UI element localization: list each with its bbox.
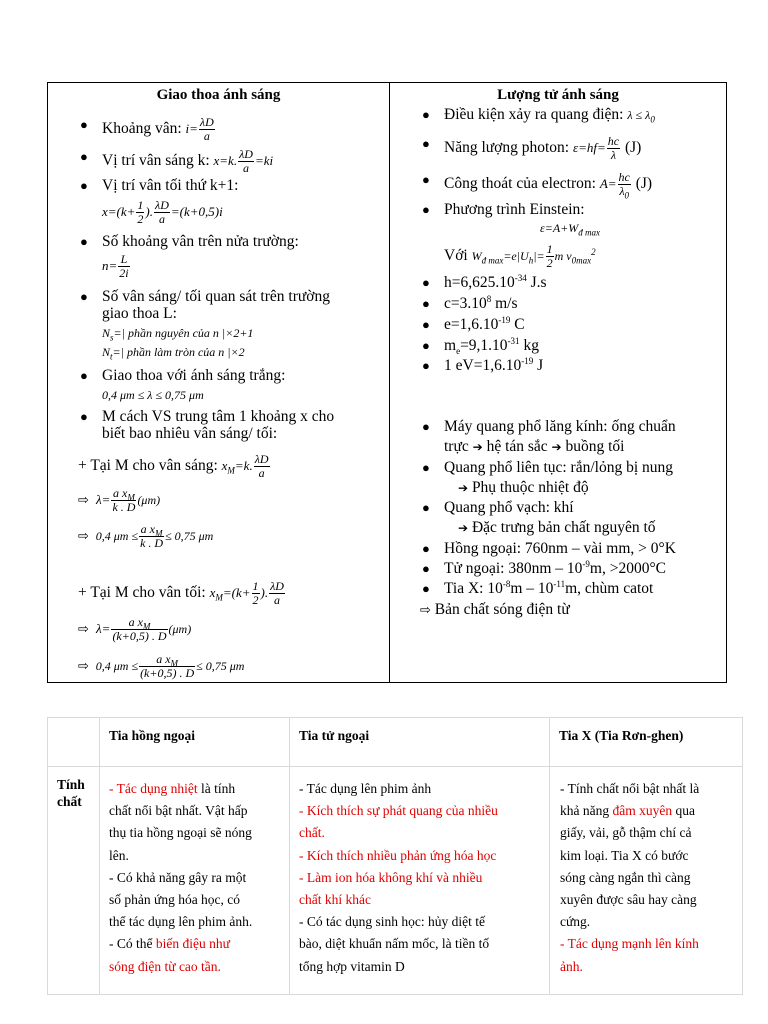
einstein-label: Phương trình Einstein: bbox=[444, 201, 585, 218]
einstein-formula: $\varepsilon=A+W_{đ max}$ bbox=[540, 221, 600, 238]
electron-volt: 1 $eV=1,6.10^{-19}$ J bbox=[444, 355, 544, 374]
bullet-icon: ● bbox=[80, 117, 88, 132]
fringe-count-label-2: giao thoa L: bbox=[102, 305, 177, 322]
interference-header: Giao thoa ánh sáng bbox=[156, 87, 281, 103]
bullet-icon: ● bbox=[422, 317, 430, 332]
infrared-properties: - Tác dụng nhiệt là tính chất nổi bật nhất. Vật hấp thụ tia hồng ngoại sẽ nóng lên. - Có khả năng gây ra một số phản ứng hóa học, có thể tác dụng lên phim ảnh. - Có thể biến điệu như sóng điện từ cao tần. bbox=[109, 781, 253, 974]
right-arrow-icon: ➔ bbox=[458, 481, 469, 495]
half-field-formula: n= $\frac{L}{2i}$ bbox=[102, 252, 129, 280]
planck-constant: $h=6,625.10^{-34}$ J.s bbox=[444, 272, 547, 291]
m-bright-label: + Tại M cho vân sáng: bbox=[78, 457, 218, 475]
implies-arrow-icon: ⇨ bbox=[420, 603, 431, 618]
right-arrow-icon: ➔ bbox=[458, 521, 469, 535]
kinetic-energy-formula: Với $W_{đ max}=e|U_h|=$ $\frac{1}{2}$ m $v_{0max}^2$ bbox=[444, 242, 596, 270]
m-dark-lambda: ⇨ λ= $\frac{a x_M}{(k+0,5) . D}$ (μm) bbox=[78, 615, 192, 643]
white-light-label: Giao thoa với ánh sáng trắng: bbox=[102, 367, 286, 384]
m-dark-range: ⇨ 0,4 μm ≤ $\frac{a x_M}{(k+0,5) . D}$ ≤ 0,75 μm bbox=[78, 652, 245, 680]
fringe-count-label-1: Số vân sáng/ tối quan sát trên trường bbox=[102, 288, 330, 305]
dark-fringe-label: Vị trí vân tối thứ k+1: bbox=[102, 177, 239, 194]
m-bright-range: ⇨ 0,4 μm ≤ $\frac{a x_M}{k . D}$ ≤ 0,75 μm bbox=[78, 522, 214, 550]
dark-count-formula: $N_t=|$ phần làm tròn của n |×2 bbox=[102, 345, 245, 362]
point-m-label-2: biết bao nhiêu vân sáng/ tối: bbox=[102, 425, 278, 442]
m-bright-lambda: ⇨ λ= $\frac{a x_M}{k . D}$ (μm) bbox=[78, 486, 161, 514]
header-infrared: Tia hồng ngoại bbox=[109, 728, 196, 743]
quantum-header: Lượng tử ánh sáng bbox=[497, 87, 619, 103]
bullet-icon: ● bbox=[422, 338, 430, 353]
right-arrow-icon: ➔ bbox=[551, 440, 562, 454]
bright-count-formula: $N_s=|$ phần nguyên của n |×2+1 bbox=[102, 326, 254, 343]
bullet-icon: ● bbox=[80, 149, 88, 164]
photon-energy: Năng lượng photon: ε=hf= $\frac{hc}{\lambda}$ (J) bbox=[444, 134, 642, 162]
photoelectric-condition: Điều kiện xảy ra quang điện: $\lambda \le \lambda_0$ bbox=[444, 106, 655, 125]
bullet-icon: ● bbox=[80, 178, 88, 193]
bullet-icon: ● bbox=[422, 172, 430, 187]
bullet-icon: ● bbox=[80, 409, 88, 424]
row-label: Tính chất bbox=[57, 777, 85, 809]
infrared-range: Hồng ngoại: 760nm – vài mm, > 0°K bbox=[444, 540, 676, 557]
bullet-icon: ● bbox=[422, 581, 430, 596]
bullet-icon: ● bbox=[80, 234, 88, 249]
dark-fringe-formula: x=(k+ $\frac{1}{2}$ ). $\frac{\lambda D}{a}$ =(k+0,5)i bbox=[102, 198, 223, 226]
bullet-icon: ● bbox=[422, 541, 430, 556]
m-bright-line: + Tại M cho vân sáng: $x_M=k$. $\frac{\lambda D}{a}$ bbox=[78, 452, 269, 480]
bullet-icon: ● bbox=[422, 296, 430, 311]
bullet-icon: ● bbox=[422, 358, 430, 373]
bullet-icon: ● bbox=[80, 368, 88, 383]
white-light-formula: 0,4 μm ≤ λ ≤ 0,75 μm bbox=[102, 388, 204, 402]
m-dark-line: + Tại M cho vân tối: $x_M=(k+$ $\frac{1}{2}$ ). $\frac{\lambda D}{a}$ bbox=[78, 579, 284, 607]
half-field-label: Số khoảng vân trên nửa trường: bbox=[102, 233, 299, 250]
xray-range: Tia X: $10^{-8}m - 10^{-11}m$, chùm catot bbox=[444, 578, 654, 597]
bullet-icon: ● bbox=[422, 419, 430, 434]
ultraviolet-range: Tử ngoại: $380nm - 10^{-9}m$, >2000°C bbox=[444, 558, 667, 577]
bullet-icon: ● bbox=[422, 202, 430, 217]
right-arrow-icon: ➔ bbox=[472, 440, 483, 454]
continuous-spectrum-note: ➔ Phụ thuộc nhiệt độ bbox=[458, 479, 589, 496]
radiation-table bbox=[47, 717, 743, 995]
line-spectrum: Quang phổ vạch: khí bbox=[444, 499, 574, 516]
bullet-icon: ● bbox=[422, 136, 430, 151]
header-ultraviolet: Tia tử ngoại bbox=[299, 728, 370, 743]
light-speed: $c=3.10^8$ m/s bbox=[444, 293, 518, 312]
spectroscope-line-2: trực ➔ hệ tán sắc ➔ buồng tối bbox=[444, 438, 625, 455]
implies-arrow-icon: ⇨ bbox=[78, 622, 89, 638]
header-xray: Tia X (Tia Rơn-ghen) bbox=[559, 728, 684, 743]
electron-charge: $e=1,6.10^{-19}$ C bbox=[444, 314, 525, 333]
implies-arrow-icon: ⇨ bbox=[78, 529, 89, 545]
ultraviolet-properties: - Tác dụng lên phim ảnh - Kích thích sự phát quang của nhiều chất. - Kích thích nhiều phản ứng hóa học - Làm ion hóa không khí và nhiều chất khí khác - Có tác dụng sinh học: hủy diệt tế bào, diệt khuẩn nấm mốc, là tiền tố tổng hợp vitamin D bbox=[299, 781, 498, 974]
implies-arrow-icon: ⇨ bbox=[78, 659, 89, 675]
bullet-icon: ● bbox=[80, 289, 88, 304]
formula-table bbox=[47, 82, 727, 683]
rounded-part-text: phần làm tròn của n bbox=[126, 345, 225, 359]
m-dark-label: + Tại M cho vân tối: bbox=[78, 584, 206, 602]
quantum-column bbox=[390, 83, 726, 682]
bright-fringe-line: Vị trí vân sáng k: x=k. $\frac{\lambda D}{a}$ =ki bbox=[102, 147, 274, 175]
bullet-icon: ● bbox=[422, 561, 430, 576]
bullet-icon: ● bbox=[422, 275, 430, 290]
interference-column bbox=[48, 83, 390, 682]
integer-part-text: phần nguyên của n bbox=[127, 326, 219, 340]
bullet-icon: ● bbox=[422, 460, 430, 475]
bullet-icon: ● bbox=[422, 500, 430, 515]
point-m-label-1: M cách VS trung tâm 1 khoảng x cho bbox=[102, 408, 335, 425]
bullet-icon: ● bbox=[422, 107, 430, 122]
em-nature: ⇨ Bản chất sóng điện từ bbox=[420, 601, 570, 618]
xray-properties: - Tính chất nổi bật nhất là khả năng đâm xuyên qua giấy, vải, gỗ thậm chí cả kim loại. Tia X có bước sóng càng ngắn thì càng xuyên được sâu hay càng cứng. - Tác dụng mạnh lên kính ảnh. bbox=[560, 781, 700, 974]
fringe-width-label: Khoảng vân: bbox=[102, 120, 182, 138]
spectroscope-line-1: Máy quang phổ lăng kính: ống chuẩn bbox=[444, 418, 676, 435]
work-function: Công thoát của electron: A= $\frac{hc}{\lambda_0}$ (J) bbox=[444, 170, 653, 201]
electron-mass: $m_e=9,1.10^{-31}$ kg bbox=[444, 335, 539, 357]
continuous-spectrum: Quang phổ liên tục: rắn/lỏng bị nung bbox=[444, 459, 674, 476]
implies-arrow-icon: ⇨ bbox=[78, 493, 89, 509]
line-spectrum-note: ➔ Đặc trưng bản chất nguyên tố bbox=[458, 519, 656, 536]
fringe-width-line: Khoảng vân: i= $\frac{\lambda D}{a}$ bbox=[102, 115, 214, 143]
bright-fringe-label: Vị trí vân sáng k: bbox=[102, 152, 210, 170]
